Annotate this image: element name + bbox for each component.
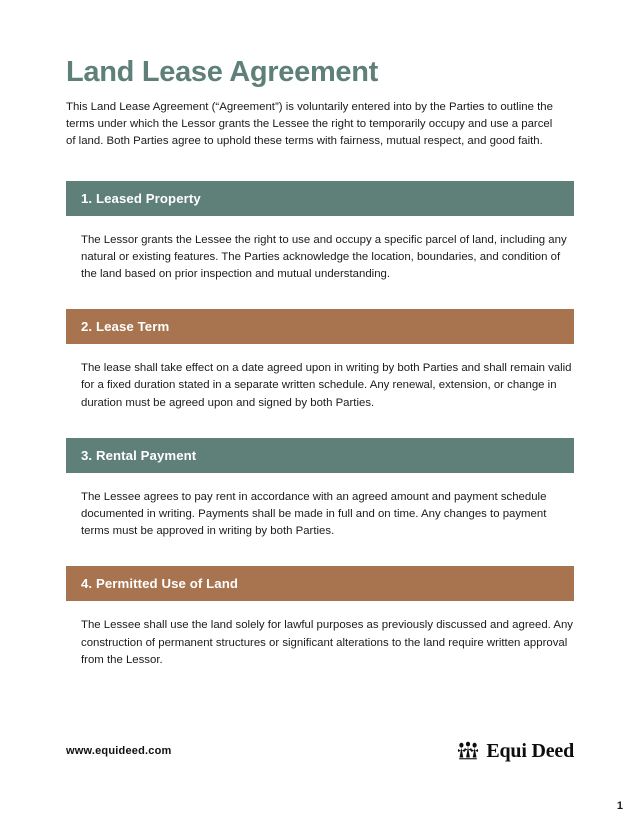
brand-name: Equi Deed bbox=[486, 740, 574, 762]
section-1 bbox=[66, 181, 574, 284]
page-footer bbox=[66, 738, 574, 764]
section-4-heading: 4. Permitted Use of Land bbox=[81, 576, 239, 592]
section-4-body: The Lessee shall use the land solely for lawful purposes as previously discussed and agreed. Any construction of permanent structures or significant alterations to the land require written approval from the Lessor. bbox=[81, 619, 573, 666]
section-4-header-bar bbox=[66, 566, 574, 601]
section-1-heading: 1. Leased Property bbox=[81, 190, 201, 206]
section-2-heading: 2. Lease Term bbox=[81, 319, 170, 335]
section-3-header-bar bbox=[66, 438, 574, 473]
section-3-heading: 3. Rental Payment bbox=[81, 447, 197, 463]
section-3-body: The Lessee agrees to pay rent in accordance with an agreed amount and payment schedule documented in writing. Payments shall be made in full and on time. Any changes to payment terms must be approved in writing by both Parties. bbox=[81, 490, 547, 538]
bees-icon bbox=[457, 741, 479, 761]
section-1-header-bar bbox=[66, 181, 574, 216]
website-url[interactable]: www.equideed.com bbox=[66, 745, 172, 757]
section-1-body: The Lessor grants the Lessee the right to use and occupy a specific parcel of land, including any natural or existing features. The Parties acknowledge the location, boundaries, and condition of the land based on prior inspection and mutual understanding. bbox=[81, 233, 567, 281]
section-3 bbox=[66, 438, 574, 541]
intro-paragraph: This Land Lease Agreement (“Agreement”) is voluntarily entered into by the Parties to outline the terms under which the Lessor grants the Lessee the right to temporarily occupy and use a parcel of land. Both Parties agree to uphold these terms with fairness, mutual respect, and good faith. bbox=[66, 101, 553, 148]
page-number: 1 bbox=[616, 800, 623, 812]
section-2-header-bar bbox=[66, 309, 574, 344]
page-title: Land Lease Agreement bbox=[66, 56, 379, 88]
brand-logo bbox=[457, 741, 574, 761]
section-2 bbox=[66, 309, 574, 412]
section-2-body: The lease shall take effect on a date agreed upon in writing by both Parties and shall remain valid for a fixed duration stated in a separate written schedule. Any renewal, extension, or change in duration must be agreed upon and signed by both Parties. bbox=[81, 362, 572, 409]
section-4 bbox=[66, 566, 574, 669]
